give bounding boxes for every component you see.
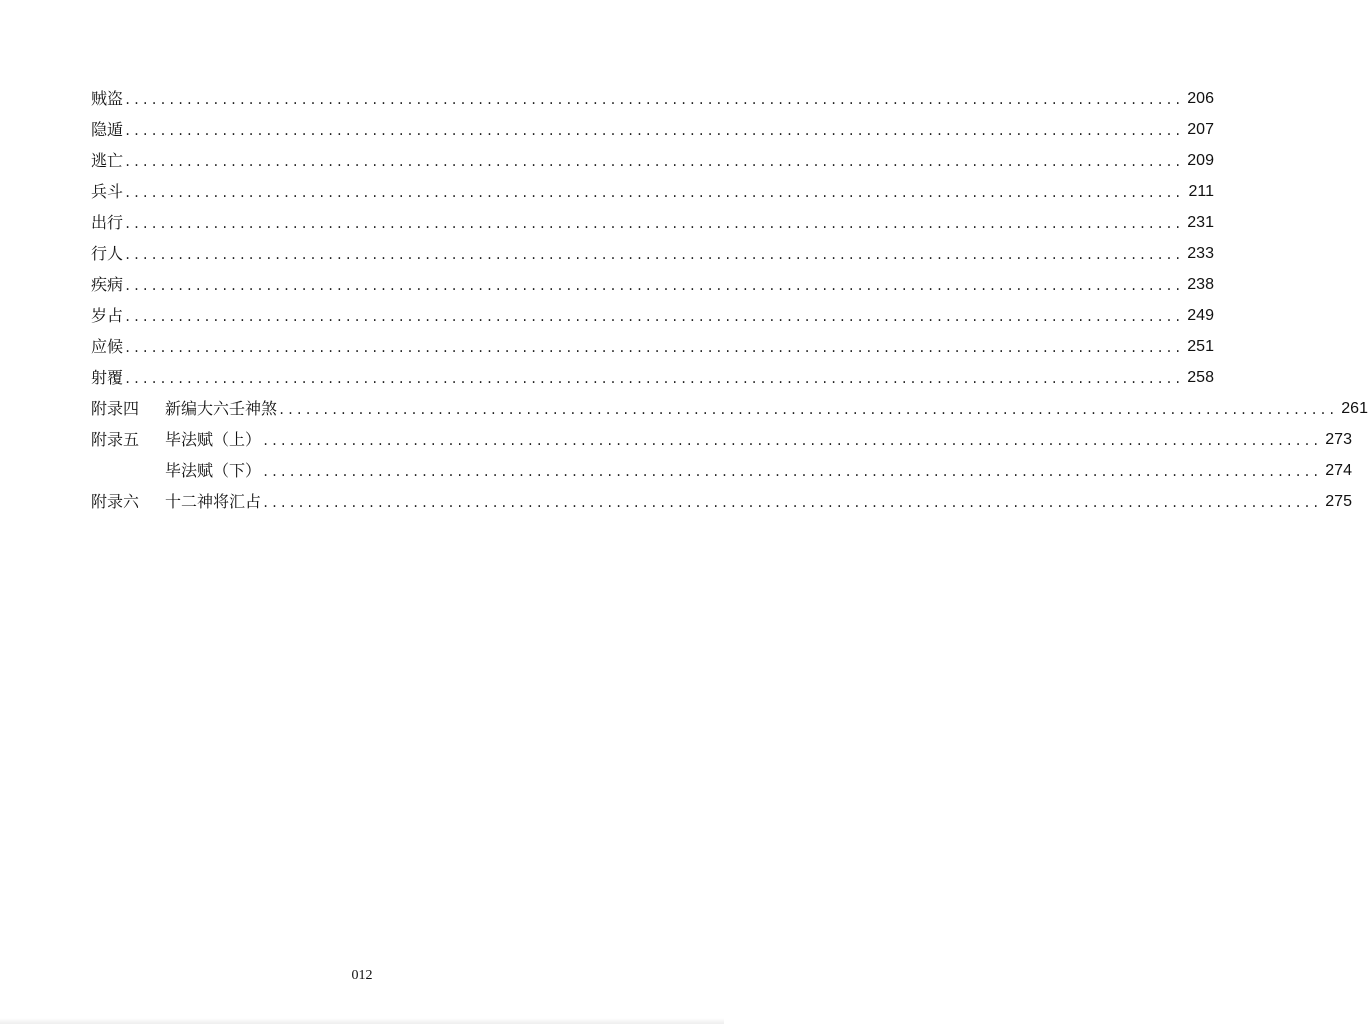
toc-entry[interactable] (91, 145, 1214, 176)
dot-leader: ........................................................................................................................ (262, 465, 1321, 479)
toc-entry-page: 211 (1188, 183, 1214, 200)
dot-leader: ........................................................................................................................ (124, 310, 1183, 324)
toc-entry-title: 应候 (91, 337, 124, 356)
toc-row (0, 269, 1214, 300)
toc-entry-page: 206 (1187, 90, 1214, 107)
toc-entry[interactable] (91, 362, 1214, 393)
toc-entry-appendix[interactable] (91, 424, 1352, 455)
toc-entry[interactable] (91, 331, 1214, 362)
appendix-label: 附录五 (91, 430, 140, 449)
dot-leader: ........................................................................................................................ (262, 496, 1321, 510)
toc-entry[interactable] (91, 269, 1214, 300)
toc-entry-page: 249 (1187, 307, 1214, 324)
table-of-contents (0, 83, 1368, 517)
toc-entry-appendix[interactable] (91, 393, 1368, 424)
toc-entry-page: 274 (1325, 462, 1352, 479)
toc-entry[interactable] (91, 238, 1214, 269)
toc-entry-page: 231 (1187, 214, 1214, 231)
toc-row (0, 486, 1352, 517)
toc-row (0, 455, 1352, 486)
toc-row (0, 238, 1214, 269)
toc-row (0, 207, 1214, 238)
toc-entry-title: 毕法赋（下） (165, 461, 262, 480)
toc-entry-page: 207 (1187, 121, 1214, 138)
toc-row (0, 300, 1214, 331)
toc-entry-title: 贼盗 (91, 89, 124, 108)
dot-leader: ........................................................................................................................ (124, 248, 1183, 262)
dot-leader: ........................................................................................................................ (124, 341, 1183, 355)
toc-entry-title: 疾病 (91, 275, 124, 294)
toc-entry-page: 261 (1341, 400, 1368, 417)
toc-row (0, 145, 1214, 176)
toc-row (0, 424, 1352, 455)
toc-entry-page: 273 (1325, 431, 1352, 448)
toc-entry-title: 新编大六壬神煞 (165, 399, 278, 418)
toc-entry-page: 233 (1187, 245, 1214, 262)
toc-entry-appendix[interactable] (91, 455, 1352, 486)
page-number: 012 (351, 968, 373, 983)
toc-entry-title: 隐遁 (91, 120, 124, 139)
toc-entry-title: 行人 (91, 244, 124, 263)
toc-entry-page: 258 (1187, 369, 1214, 386)
toc-entry-page: 209 (1187, 152, 1214, 169)
dot-leader: ........................................................................................................................ (278, 403, 1337, 417)
toc-entry[interactable] (91, 114, 1214, 145)
toc-row (0, 393, 1368, 424)
dot-leader: ........................................................................................................................ (124, 217, 1183, 231)
toc-entry[interactable] (91, 207, 1214, 238)
toc-row (0, 176, 1214, 207)
toc-entry-title: 岁占 (91, 306, 124, 325)
toc-entry[interactable] (91, 300, 1214, 331)
page-edge (0, 1018, 724, 1024)
appendix-label: 附录六 (91, 492, 140, 511)
toc-entry[interactable] (91, 176, 1214, 207)
toc-entry-title: 出行 (91, 213, 124, 232)
toc-entry-title: 逃亡 (91, 151, 124, 170)
toc-entry[interactable] (91, 83, 1214, 114)
toc-entry-page: 251 (1187, 338, 1214, 355)
toc-row (0, 83, 1214, 114)
toc-row (0, 114, 1214, 145)
dot-leader: ........................................................................................................................ (124, 93, 1183, 107)
dot-leader: ........................................................................................................................ (124, 155, 1183, 169)
toc-entry-page: 238 (1187, 276, 1214, 293)
toc-entry-title: 射覆 (91, 368, 124, 387)
dot-leader: ........................................................................................................................ (124, 372, 1183, 386)
toc-entry-title: 兵斗 (91, 182, 124, 201)
dot-leader: ........................................................................................................................ (262, 434, 1321, 448)
dot-leader: ........................................................................................................................ (124, 279, 1183, 293)
dot-leader: ........................................................................................................................ (124, 186, 1183, 200)
toc-entry-title: 十二神将汇占 (165, 492, 262, 511)
appendix-label: 附录四 (91, 399, 140, 418)
toc-row (0, 362, 1214, 393)
toc-row (0, 331, 1214, 362)
toc-entry-appendix[interactable] (91, 486, 1352, 517)
toc-entry-page: 275 (1325, 493, 1352, 510)
dot-leader: ........................................................................................................................ (124, 124, 1183, 138)
toc-entry-title: 毕法赋（上） (165, 430, 262, 449)
